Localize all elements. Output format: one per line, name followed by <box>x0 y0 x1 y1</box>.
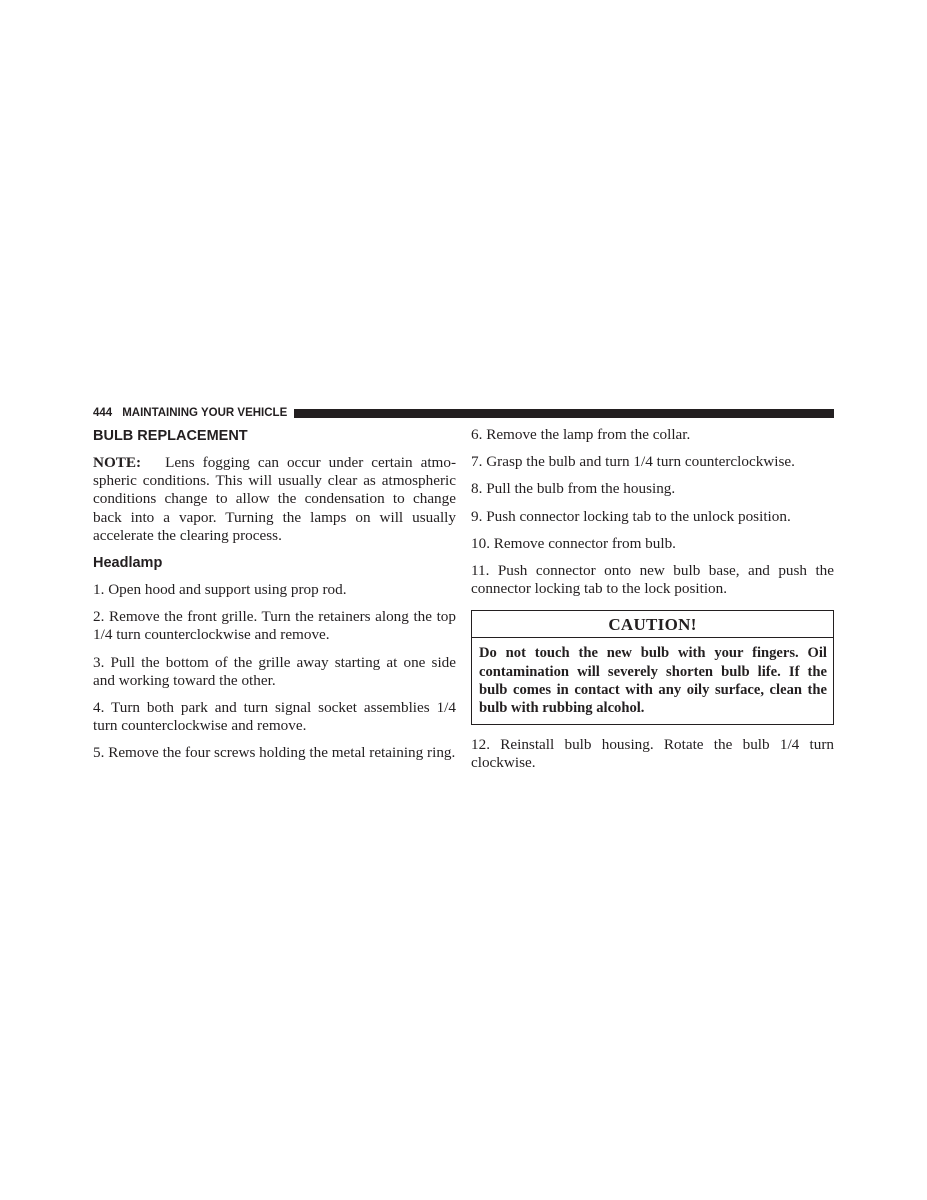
step-3: 3. Pull the bottom of the grille away starting at one side and working toward the other. <box>93 653 456 689</box>
right-column <box>471 426 834 772</box>
header-rule <box>294 409 834 418</box>
note-text: Lens fogging can occur under certain atmo-spheric conditions. This will usually clear as atmospheric conditions change to allow the condensation to change back into a vapor. Turning the lamps on will usually accelerate the clearing process. <box>93 454 456 544</box>
note-label: NOTE: <box>93 454 142 471</box>
step-4: 4. Turn both park and turn signal socket assemblies 1/4 turn counterclockwise and remove. <box>93 699 456 735</box>
page-number: 444 <box>93 407 113 419</box>
step-6: 6. Remove the lamp from the collar. <box>471 426 691 443</box>
caution-box <box>471 610 834 724</box>
subheading-headlamp: Headlamp <box>93 555 163 572</box>
step-5: 5. Remove the four screws holding the metal retaining ring. <box>93 744 456 762</box>
step-8: 8. Pull the bulb from the housing. <box>471 480 676 498</box>
page-header <box>93 405 834 421</box>
step-12: 12. Reinstall bulb housing. Rotate the bulb 1/4 turn clockwise. <box>471 735 834 771</box>
step-7: 7. Grasp the bulb and turn 1/4 turn counterclockwise. <box>471 453 795 471</box>
step-1: 1. Open hood and support using prop rod. <box>93 581 347 599</box>
step-9: 9. Push connector locking tab to the unlock position. <box>471 507 791 525</box>
section-title: BULB REPLACEMENT <box>93 428 248 444</box>
step-10: 10. Remove connector from bulb. <box>471 534 676 552</box>
left-column <box>93 426 456 763</box>
note-paragraph <box>93 454 456 545</box>
section-name: MAINTAINING YOUR VEHICLE <box>122 407 288 419</box>
caution-text: Do not touch the new bulb with your fingers. Oil contamination will severely shorten bulb life. If the bulb comes in contact with any oily surface, clean the bulb with rubbing alcohol. <box>479 645 827 717</box>
caution-title: CAUTION! <box>472 611 833 638</box>
step-11: 11. Push connector onto new bulb base, and push the connector locking tab to the lock position. <box>471 562 834 598</box>
step-2: 2. Remove the front grille. Turn the retainers along the top 1/4 turn counterclockwise and remove. <box>93 608 456 644</box>
